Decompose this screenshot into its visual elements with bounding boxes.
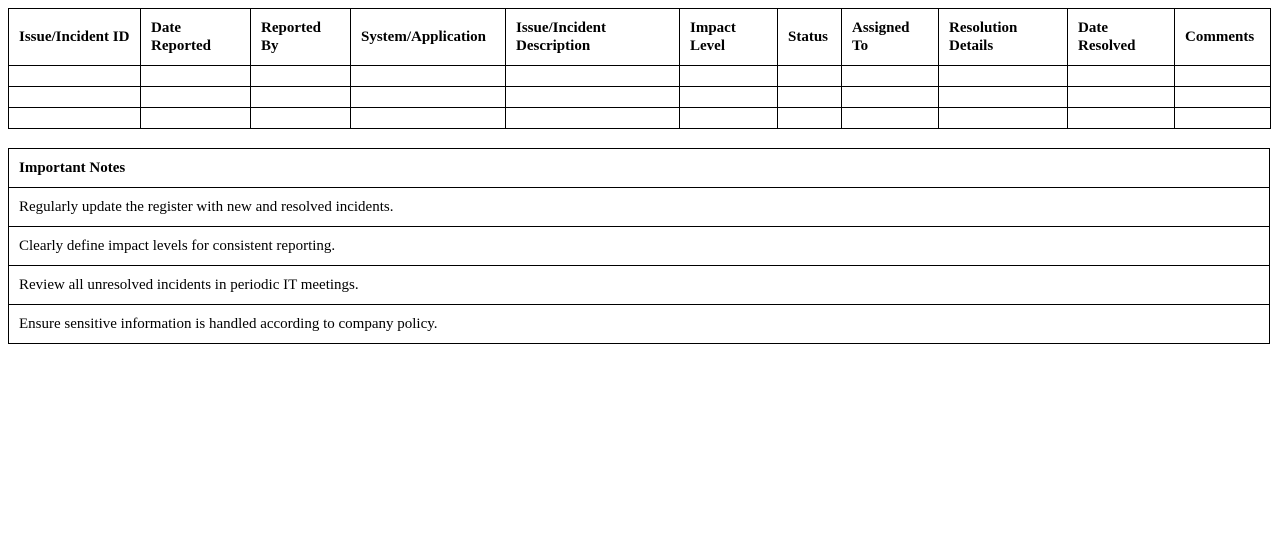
note-text: Ensure sensitive information is handled according to company policy. [9, 305, 1270, 344]
list-item [9, 188, 1270, 227]
table-cell[interactable] [1175, 66, 1271, 87]
table-cell[interactable] [680, 108, 778, 129]
table-cell[interactable] [939, 87, 1068, 108]
column-header-description: Issue/Incident Description [506, 9, 680, 66]
table-cell[interactable] [842, 87, 939, 108]
column-header-status: Status [778, 9, 842, 66]
table-cell[interactable] [251, 87, 351, 108]
header-row [9, 9, 1271, 66]
table-cell[interactable] [251, 66, 351, 87]
list-item [9, 266, 1270, 305]
column-header-reported-by: Reported By [251, 9, 351, 66]
column-header-date-reported: Date Reported [141, 9, 251, 66]
table-row [9, 108, 1271, 129]
incident-register-table [8, 8, 1271, 129]
column-header-assigned-to: Assigned To [842, 9, 939, 66]
table-cell[interactable] [141, 108, 251, 129]
table-cell[interactable] [141, 66, 251, 87]
table-cell[interactable] [141, 87, 251, 108]
table-row [9, 66, 1271, 87]
list-item [9, 227, 1270, 266]
column-header-issue-id: Issue/Incident ID [9, 9, 141, 66]
table-cell[interactable] [9, 108, 141, 129]
table-cell[interactable] [506, 87, 680, 108]
table-row [9, 87, 1271, 108]
table-cell[interactable] [351, 66, 506, 87]
table-cell[interactable] [1068, 87, 1175, 108]
table-cell[interactable] [778, 108, 842, 129]
table-cell[interactable] [842, 66, 939, 87]
table-cell[interactable] [506, 66, 680, 87]
column-header-comments: Comments [1175, 9, 1271, 66]
table-cell[interactable] [9, 87, 141, 108]
table-cell[interactable] [1068, 66, 1175, 87]
table-cell[interactable] [680, 87, 778, 108]
important-notes-table [8, 148, 1270, 344]
column-header-resolution-details: Resolution Details [939, 9, 1068, 66]
table-cell[interactable] [351, 87, 506, 108]
table-cell[interactable] [778, 66, 842, 87]
table-cell[interactable] [1175, 87, 1271, 108]
note-text: Regularly update the register with new and resolved incidents. [9, 188, 1270, 227]
table-cell[interactable] [680, 66, 778, 87]
table-cell[interactable] [351, 108, 506, 129]
notes-heading-row [9, 149, 1270, 188]
list-item [9, 305, 1270, 344]
table-cell[interactable] [251, 108, 351, 129]
column-header-date-resolved: Date Resolved [1068, 9, 1175, 66]
table-cell[interactable] [939, 66, 1068, 87]
note-text: Review all unresolved incidents in periodic IT meetings. [9, 266, 1270, 305]
notes-heading: Important Notes [9, 149, 1270, 188]
column-header-system-application: System/Application [351, 9, 506, 66]
note-text: Clearly define impact levels for consistent reporting. [9, 227, 1270, 266]
table-cell[interactable] [9, 66, 141, 87]
column-header-impact-level: Impact Level [680, 9, 778, 66]
table-cell[interactable] [778, 87, 842, 108]
table-cell[interactable] [939, 108, 1068, 129]
table-cell[interactable] [1068, 108, 1175, 129]
table-cell[interactable] [1175, 108, 1271, 129]
table-cell[interactable] [506, 108, 680, 129]
table-cell[interactable] [842, 108, 939, 129]
